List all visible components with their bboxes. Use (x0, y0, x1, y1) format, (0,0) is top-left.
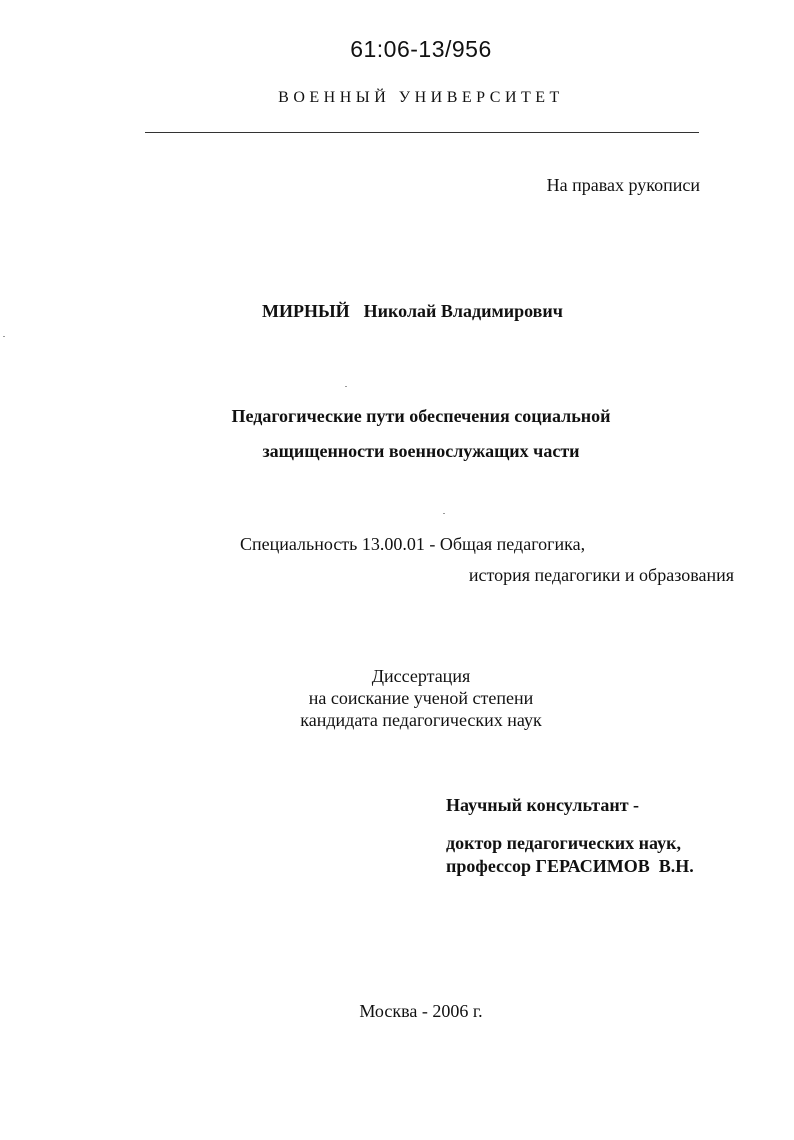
degree-line-3: кандидата педагогических наук (300, 710, 542, 730)
specialty-line-1: Специальность 13.00.01 - Общая педагогика, (240, 534, 586, 554)
advisor-name: профессор ГЕРАСИМОВ В.Н. (446, 856, 694, 876)
university-name: ВОЕННЫЙ УНИВЕРСИТЕТ (278, 89, 564, 106)
degree-line-1: Диссертация (371, 666, 471, 686)
dissertation-degree-block (0, 665, 794, 731)
city-year: Москва - 2006 г. (359, 1001, 483, 1021)
author-name (262, 301, 563, 322)
title-line-2: защищенности военнослужащих части (262, 441, 580, 461)
scan-speck (345, 386, 347, 387)
author-surname: МИРНЫЙ (262, 301, 350, 321)
author-given-names: Николай Владимирович (363, 301, 563, 321)
title-line-1: Педагогические пути обеспечения социальной (231, 406, 611, 426)
advisor-details (446, 832, 694, 878)
advisor-heading: Научный консультант - (446, 795, 640, 815)
catalog-number: 61:06-13/956 (350, 36, 492, 62)
scan-speck (3, 336, 5, 337)
dissertation-title (0, 399, 794, 469)
header-divider (145, 132, 699, 133)
scan-speck (443, 513, 445, 514)
specialty-line-2: история педагогики и образования (468, 565, 734, 585)
manuscript-note: На правах рукописи (546, 175, 700, 195)
degree-line-2: на соискание ученой степени (308, 688, 534, 708)
advisor-degree: доктор педагогических наук, (446, 833, 682, 853)
